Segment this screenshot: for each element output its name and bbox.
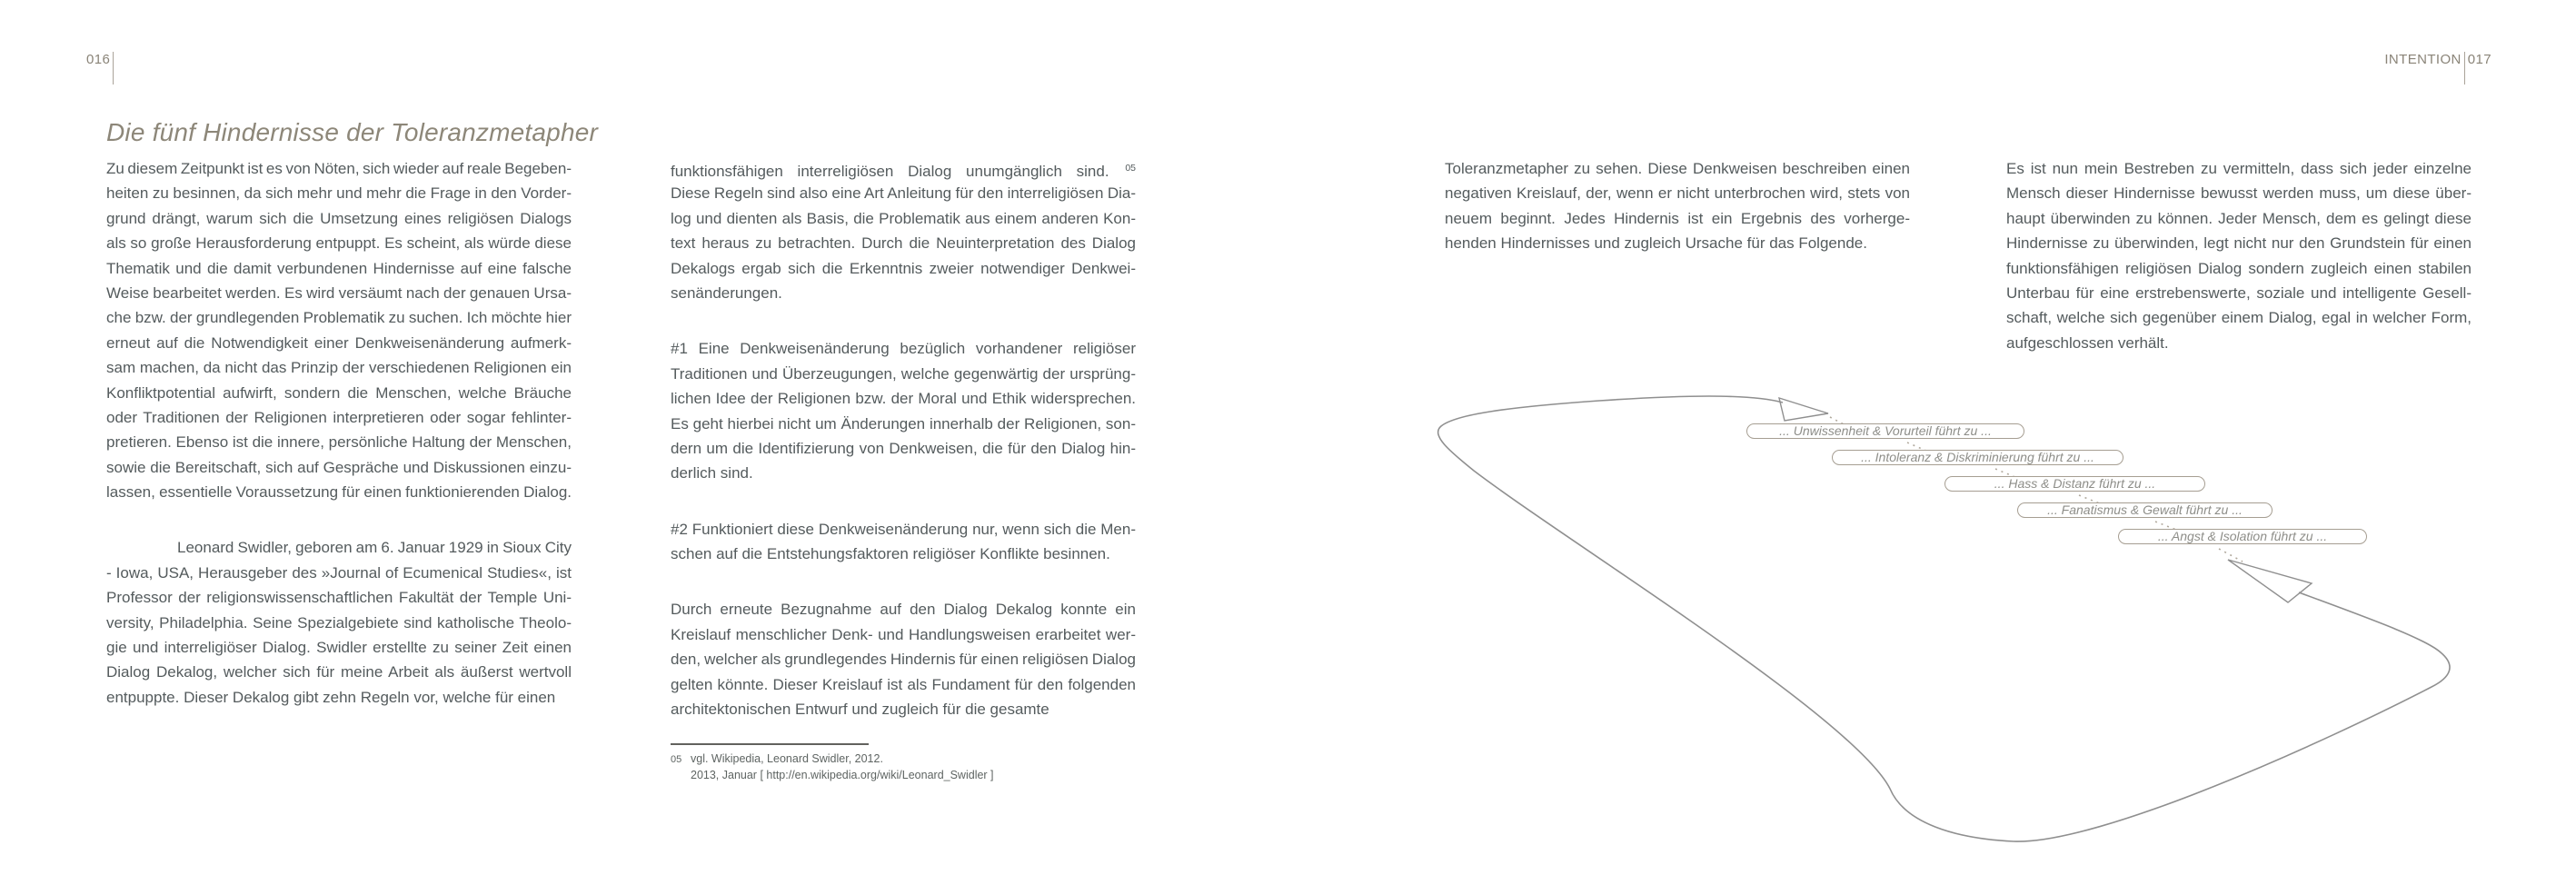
footnote-reference: 05 — [1125, 163, 1136, 174]
text-line: text heraus zu betrachten. Durch die Neuinterpretation des Dialog — [671, 234, 1136, 253]
text-line: haupt überwinden zu können. Jeder Mensch, dem es gelingt diese — [2006, 209, 2472, 227]
text-line: Konfliktpotential aufwirft, sondern die Menschen, welche Bräuche — [106, 383, 572, 402]
arrow-icon — [2228, 560, 2312, 602]
text-line: gelten könnte. Dieser Kreislauf ist als Fundament für den folgenden — [671, 675, 1136, 693]
page-number-right: 017 — [2467, 52, 2491, 67]
text-line: che bzw. der grundlegenden Problematik zu suchen. Ich möchte hier — [106, 309, 572, 327]
section-title: INTENTION — [2384, 52, 2462, 67]
cycle-step-box: ... Intoleranz & Diskriminierung führt zu ... — [1832, 450, 2123, 465]
text-line: Es geht hierbei nicht um Änderungen innerhalb der Religionen, son- — [671, 414, 1136, 433]
text-line: funktionsfähigen religiösen Dialog sondern zugleich einen stabilen — [2006, 259, 2472, 277]
text-line: negativen Kreislauf, der, wenn er nicht unterbrochen wird, stets von — [1445, 184, 1910, 203]
text-line: derlich sind. — [671, 464, 753, 482]
text-line: sowie die Bereitschaft, sich auf Gespräche und Diskussionen einzu- — [106, 458, 572, 476]
text-line: architektonischen Entwurf und zugleich für die gesamte — [671, 701, 1049, 719]
text-line: heiten zu besinnen, da sich mehr und mehr die Frage in den Vorder- — [106, 184, 572, 203]
footnote-text: 2013, Januar [ http://en.wikipedia.org/wiki/Leonard_Swidler ] — [691, 769, 994, 781]
text-line: entpuppte. Dieser Dekalog gibt zehn Regeln vor, welche für einen — [106, 688, 556, 706]
text-line: aufgeschlossen verhält. — [2006, 333, 2169, 352]
cycle-step-box: ... Fanatismus & Gewalt führt zu ... — [2017, 502, 2273, 518]
text-line: den, welcher als grundlegendes Hindernis für einen religiösen Dialog — [671, 651, 1136, 669]
text-line: #2 Funktioniert diese Denkweisenänderung nur, wenn sich die Men- — [671, 520, 1136, 538]
text-line: als so große Herausforderung entpuppt. Es scheint, als würde diese — [106, 234, 572, 253]
text-line: Durch erneute Bezugnahme auf den Dialog Dekalog konnte ein — [671, 601, 1136, 619]
text-line: senänderungen. — [671, 283, 782, 302]
text-line: erneut auf die Notwendigkeit einer Denkweisenänderung aufmerk- — [106, 333, 572, 352]
text-line: funktionsfähigen interreligiösen Dialog unumgänglich sind. $^{05}$ — [671, 163, 1136, 180]
text-line: Hindernisse zu überwinden, legt nicht nur den Grundstein für einen — [2006, 234, 2472, 253]
text-line: oder Traditionen der Religionen interpretieren oder sogar fehlinter- — [106, 408, 572, 426]
text-line: schaft, welche sich gegenüber einem Dialog, egal in welcher Form, — [2006, 309, 2472, 327]
text-line: sam machen, da nicht das Prinzip der verschiedenen Religionen ein — [106, 359, 572, 377]
text-line: Traditionen und Überzeugungen, welche gegenwärtig der ursprüng- — [671, 364, 1136, 383]
text-line: Zu diesem Zeitpunkt ist es von Nöten, sich wieder auf reale Begeben- — [106, 160, 572, 177]
text-line: - Iowa, USA, Herausgeber des »Journal of Ecumenical Studies«, ist — [106, 563, 572, 582]
text-line: versity, Philadelphia. Seine Spezialgebiete sind katholische Theolo- — [106, 613, 572, 631]
text-line: Diese Regeln sind also eine Art Anleitung für den interreligiösen Dia- — [671, 184, 1136, 203]
text-line: gie und interreligiöser Dialog. Swidler erstellte zu seiner Zeit einen — [106, 639, 572, 657]
footnote-number: 05 — [671, 754, 682, 765]
text-line: lassen, essentielle Voraussetzung für einen funktionierenden Dialog. — [106, 483, 572, 502]
page-number-left: 016 — [86, 52, 111, 67]
text-line: Toleranzmetapher zu sehen. Diese Denkweisen beschreiben einen — [1445, 160, 1910, 177]
text-line: dern um die Identifizierung von Denkweisen, die für den Dialog hin- — [671, 439, 1136, 457]
text-line: Weise bearbeitet werden. Es wird versäumt nach der genauen Ursa- — [106, 283, 572, 302]
text-line: log und dienten als Basis, die Problematik aus einem anderen Kon- — [671, 209, 1136, 227]
text-line: Dialog Dekalog, welcher sich für meine Arbeit als äußerst wertvoll — [106, 663, 572, 681]
arrow-icon — [1779, 398, 1828, 421]
cycle-step-box: ... Hass & Distanz führt zu ... — [1944, 476, 2205, 492]
text-line: Es ist nun mein Bestreben zu vermitteln, dass sich jeder einzelne — [2006, 160, 2472, 177]
text-line: pretieren. Ebenso ist die innere, persönliche Haltung der Menschen, — [106, 433, 572, 452]
text-line: Professor der religionswissenschaftlichen Fakultät der Temple Uni- — [106, 589, 572, 607]
text-line: Mensch dieser Hindernisse bewusst werden muss, um diese über- — [2006, 184, 2472, 203]
text-line: henden Hindernisses und zugleich Ursache für das Folgende. — [1445, 234, 1867, 253]
text-line: Leonard Swidler, geboren am 6. Januar 1929 in Sioux City — [177, 539, 572, 557]
cycle-step-box: ... Angst & Isolation führt zu ... — [2118, 529, 2367, 544]
chapter-heading: Die fünf Hindernisse der Toleranzmetapher — [106, 118, 599, 146]
footnote-text: vgl. Wikipedia, Leonard Swidler, 2012. — [691, 752, 883, 765]
text-line: Kreislauf menschlicher Denk- und Handlungsweisen erarbeitet wer- — [671, 625, 1136, 643]
text-line: grund drängt, warum sich die Umsetzung eines religiösen Dialogs — [106, 209, 572, 227]
text-line: schen auf die Entstehungsfaktoren religiöser Konflikte besinnen. — [671, 545, 1110, 563]
text-line: Thematik und die damit verbundenen Hindernisse auf eine falsche — [106, 259, 572, 277]
cycle-step-box: ... Unwissenheit & Vorurteil führt zu ... — [1746, 423, 2024, 439]
text-line: lichen Idee der Religionen bzw. der Moral und Ethik widersprechen. — [671, 390, 1136, 408]
text-line: #1 Eine Denkweisenänderung bezüglich vorhandener religiöser — [671, 340, 1136, 358]
text-line: neuem beginnt. Jedes Hindernis ist ein Ergebnis des vorherge- — [1445, 209, 1910, 227]
text-line: Unterbau für eine erstrebenswerte, soziale und intelligente Gesell- — [2006, 283, 2472, 302]
text-line: Dekalogs ergab sich die Erkenntnis zweier notwendiger Denkwei- — [671, 259, 1136, 277]
